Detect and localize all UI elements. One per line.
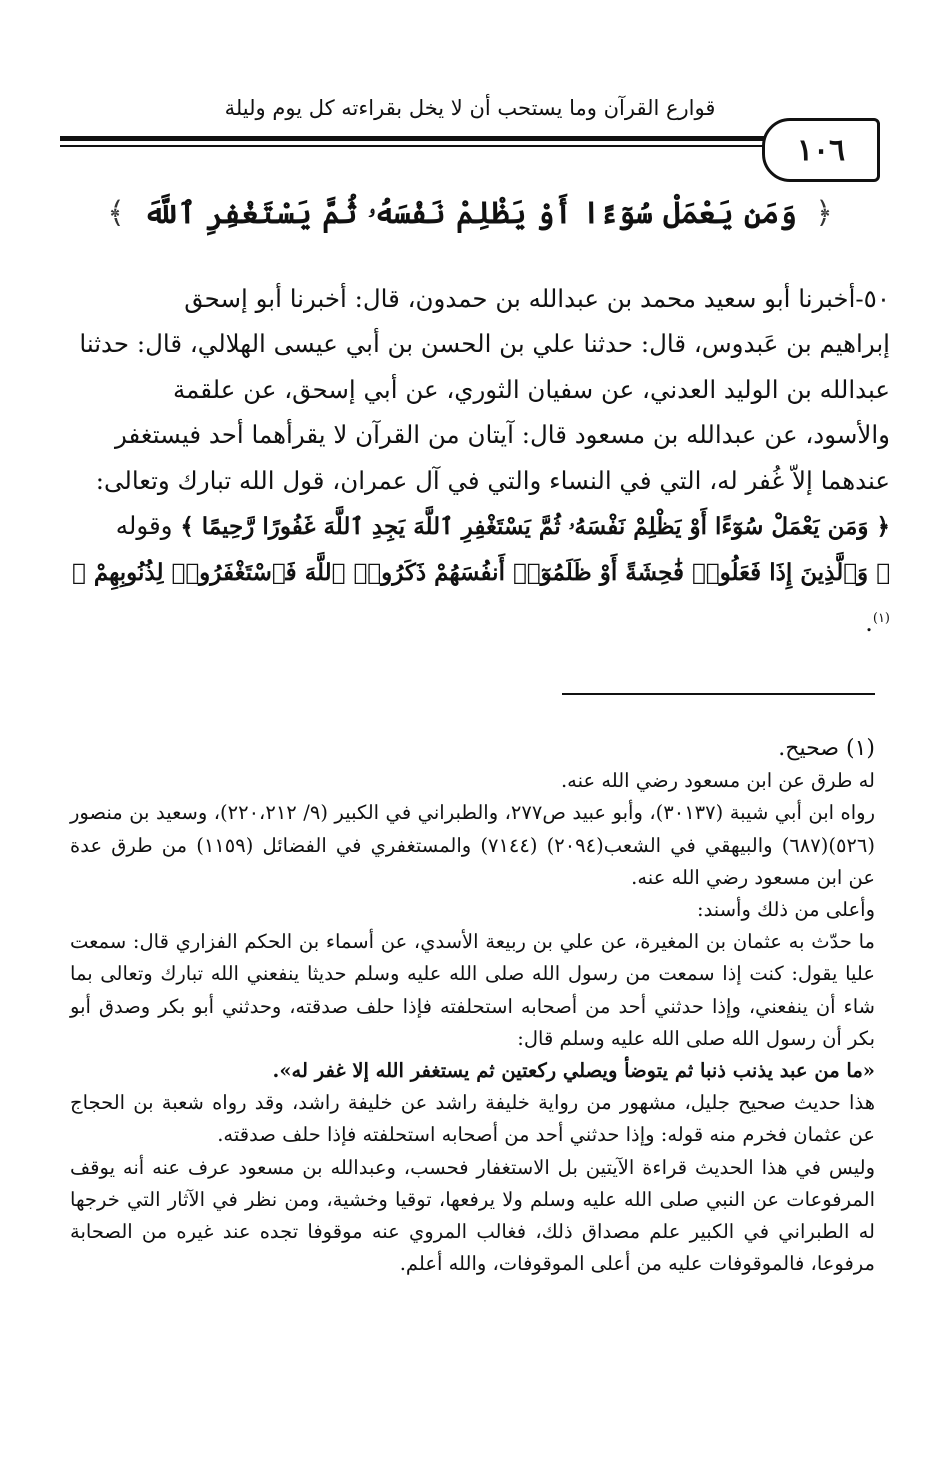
- footnotes: [70, 733, 875, 1280]
- main-line-1: ٥٠-أخبرنا أبو سعيد محمد بن عبدالله بن حمدون، قال: أخبرنا أبو إسحق: [184, 284, 890, 313]
- main-line-2: إبراهيم بن عَبدوس، قال: حدثنا علي بن الحسن بن أبي عيسى الهلالي، قال: حدثنا: [79, 329, 890, 359]
- footnote-line: له طرق عن ابن مسعود رضي الله عنه.: [560, 769, 875, 793]
- footnote-grade: (١) صحيح.: [778, 736, 875, 761]
- hadith-quote: «ما من عبد يذنب ذنبا ثم يتوضأ ويصلي ركعتين ثم يستغفر الله إلا غفر له».: [272, 1059, 875, 1083]
- main-line-4: والأسود، عن عبدالله بن مسعود قال: آيتان من القرآن لا يقرأهما أحد فيستغفر: [115, 420, 890, 450]
- footnote-line: وأعلى من ذلك وأسند:: [697, 898, 875, 922]
- quran-verse-1: ﴿ وَمَن يَعْمَلْ سُوٓءًا أَوْ يَظْلِمْ نَفْسَهُۥ ثُمَّ يَسْتَغْفِرِ ٱللَّهَ يَجِدِ ٱللَّهَ غَفُورًا رَّحِيمًا ﴾: [180, 513, 890, 541]
- verse-heading-text: وَمَن يَعْمَلْ سُوٓءًا أَوْ يَظْلِمْ نَفْسَهُۥ ثُمَّ يَسْتَغْفِرِ ٱللَّهَ: [143, 196, 797, 231]
- verse-heading: [90, 190, 850, 238]
- verse-line-2: [72, 549, 890, 645]
- running-title: قوارع القرآن وما يستحب أن لا يخل بقراءته كل يوم وليلة: [224, 96, 716, 120]
- footnote-line: ما حدّث به عثمان بن المغيرة، عن علي بن ربيعة الأسدي، عن أسماء بن الحكم الفزاري قال: سمعت عليا يقول: كنت إذا سمعت من رسول الله صلى الله عليه وسلم حديثا ينفعني الله تبارك وتعالى بما شاء أن ينفعني، وإذا حدثني أحد من أصحابه استحلفته فإذا حلف صدقته، وحدثني أبو بكر وصدق أبو بكر أن رسول الله صلى الله عليه وسلم قال:: [70, 930, 875, 1050]
- main-line-5: عندهما إلاّ غُفر له، التي في النساء والتي في آل عمران، قول الله تبارك وتعالى:: [95, 465, 890, 495]
- connector-text: وقوله: [115, 511, 173, 541]
- footnote-separator: [562, 693, 875, 695]
- ornament-open: ﴿: [815, 196, 833, 231]
- page-number: ١٠٦: [762, 118, 880, 182]
- header-rule-thick: [60, 136, 768, 141]
- footnote-ref[interactable]: (١): [872, 610, 890, 626]
- main-text: [72, 276, 890, 645]
- ornament-close: ﴾: [107, 196, 125, 231]
- footnote-line: رواه ابن أبي شيبة (٣٠١٣٧)، وأبو عبيد ص٢٧٧، والطبراني في الكبير (٩/ ٢٢٠،٢١٢)، وسعيد بن منصور (٥٢٦)(٦٨٧) والبيهقي في الشعب(٢٠٩٤) (٧١٤٤) والمستغفري في الفضائل (١١٥٩) من طرق عدة عن ابن مسعود رضي الله عنه.: [70, 801, 875, 889]
- main-line-3: عبدالله بن الوليد العدني، عن سفيان الثوري، عن أبي إسحق، عن علقمة: [172, 374, 890, 404]
- header-rule-thin: [60, 145, 768, 147]
- page-header: [60, 92, 880, 187]
- verse-line: [72, 503, 890, 549]
- end-mark: .: [865, 608, 873, 637]
- quran-verse-2: ﴿ وَٱلَّذِينَ إِذَا فَعَلُوا۟ فَٰحِشَةً أَوْ ظَلَمُوٓا۟ أَنفُسَهُمْ ذَكَرُوا۟ ٱللَّهَ فَٱسْتَغْفَرُوا۟ لِذُنُوبِهِمْ ﴾: [72, 559, 890, 587]
- footnote-line: وليس في هذا الحديث قراءة الآيتين بل الاستغفار فحسب، وعبدالله بن مسعود عرف عنه أنه يوقف المرفوعات عن النبي صلى الله عليه وسلم ولا يرفعها، توقيا وخشية، ومن نظر في الآثار التي خرجها له الطبراني في الكبير علم مصداق ذلك، فغالب المروي عنه موقوفا تجده عند غيره من الصحابة مرفوعا، فالموقوفات عليه من أعلى الموقوفات، والله أعلم.: [70, 1155, 875, 1276]
- footnote-line: هذا حديث صحيح جليل، مشهور من رواية خليفة راشد عن خليفة راشد، وقد رواه شعبة بن الحجاج عن عثمان فخرم منه قوله: وإذا حدثني أحد من أصحابه استحلفته فإذا حلف صدقته.: [70, 1091, 875, 1147]
